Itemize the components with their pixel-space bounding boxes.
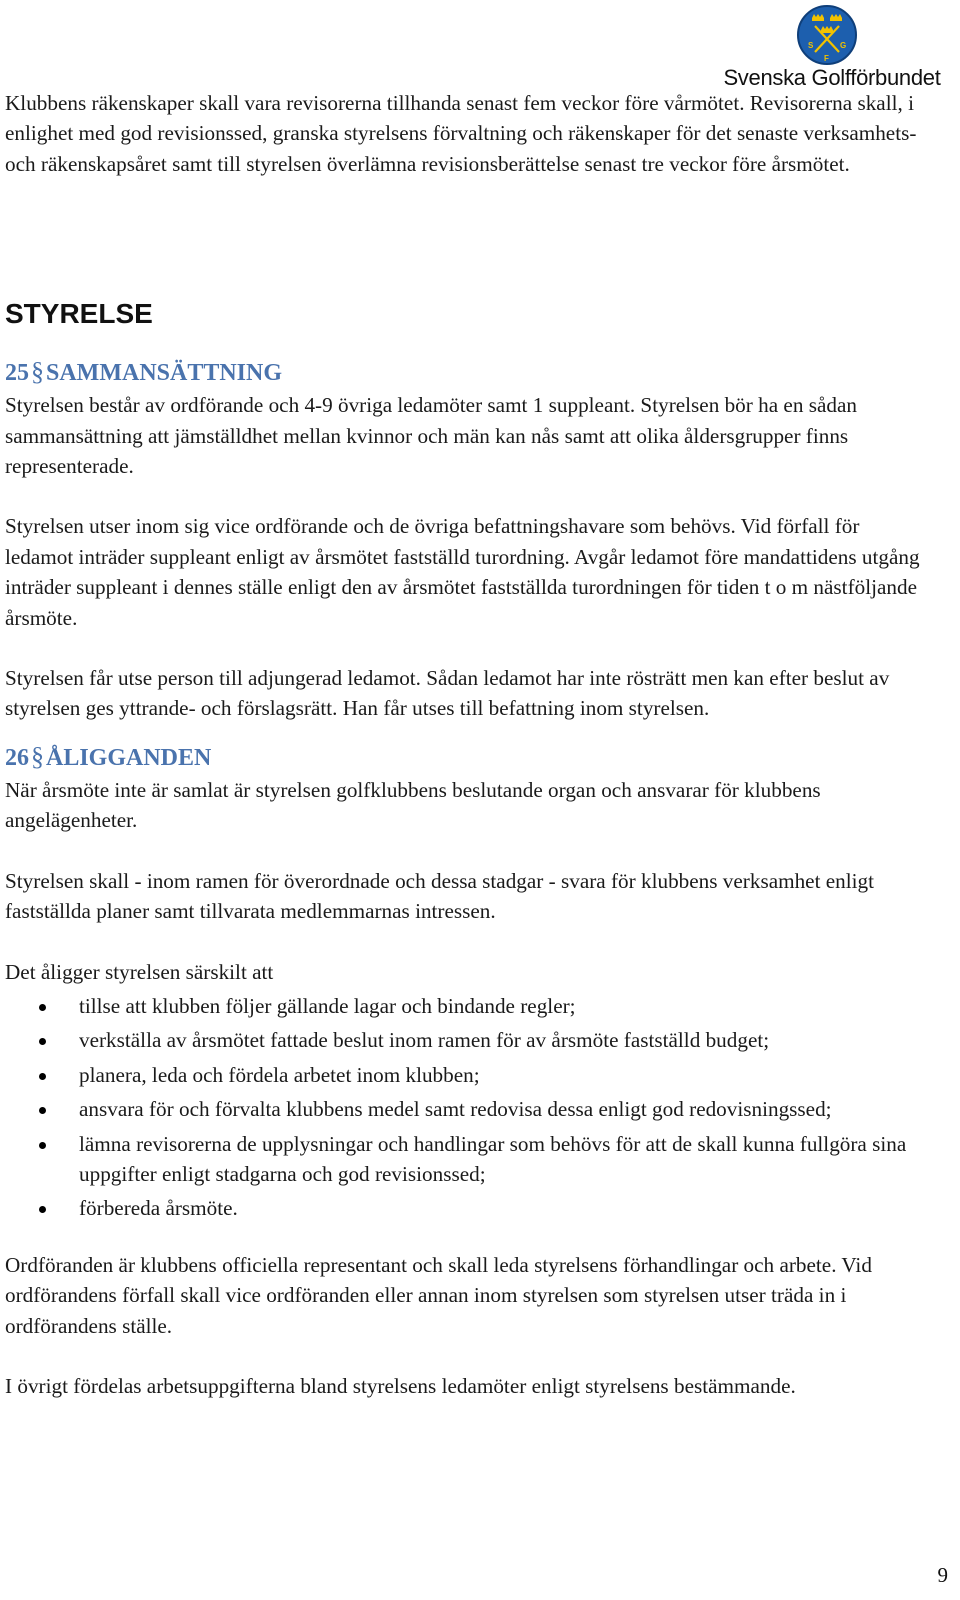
golf-federation-emblem-icon	[796, 4, 858, 66]
section-26-title: 26§ÅLIGGANDEN	[5, 741, 212, 771]
paragraph: Styrelsen får utse person till adjungerad ledamot. Sådan ledamot har inte rösträtt men kan efter beslut av styrelsen ges yttrande- och förslagsrätt. Han får utses till befattning inom styrelsen.	[5, 666, 890, 721]
svenska-golfforbundet-logo	[712, 4, 952, 92]
list-item: verkställa av årsmötet fattade beslut inom ramen för av årsmöte fastställd budget;	[5, 1025, 930, 1055]
paragraph: Styrelsen består av ordförande och 4-9 övriga ledamöter samt 1 suppleant. Styrelsen bör ha en sådan sammansättning att jämställdhet mellan kvinnor och män kan nås samt att olika åldersgrupper finns representerade.	[5, 393, 857, 479]
paragraph: Styrelsen utser inom sig vice ordförande och de övriga befattningshavare som behövs. Vid förfall för ledamot inträder suppleant enligt av årsmötet fastställd turordning. Avgår ledamot före mandattidens utgång inträder suppleant i dennes ställe enligt den av årsmötet fastställda turordningen för tiden t o m nästföljande årsmöte.	[5, 514, 920, 630]
document-body	[5, 88, 930, 1401]
paragraph: I övrigt fördelas arbetsuppgifterna bland styrelsens ledamöter enligt styrelsens bestämmande.	[5, 1373, 796, 1398]
bullet-icon	[39, 1038, 46, 1045]
list-intro: Det åligger styrelsen särskilt att	[5, 959, 274, 984]
list-item: förbereda årsmöte.	[5, 1193, 930, 1223]
svg-text:G: G	[840, 41, 847, 50]
logo-wordmark: Svenska Golfförbundet	[723, 65, 941, 90]
duties-list	[5, 991, 930, 1224]
list-item: lämna revisorerna de upplysningar och handlingar som behövs för att de skall kunna fullgöra sina uppgifter enligt stadgarna och god revisionssed;	[5, 1129, 930, 1190]
bullet-icon	[39, 1142, 46, 1149]
list-item: planera, leda och fördela arbetet inom klubben;	[5, 1060, 930, 1090]
list-item: tillse att klubben följer gällande lagar och bindande regler;	[5, 991, 930, 1021]
bullet-icon	[39, 1206, 46, 1213]
list-item: ansvara för och förvalta klubbens medel samt redovisa dessa enligt god redovisningssed;	[5, 1094, 930, 1124]
page-number: 9	[937, 1563, 948, 1587]
bullet-icon	[39, 1004, 46, 1011]
section-heading-styrelse: STYRELSE	[5, 298, 153, 330]
intro-paragraph: Klubbens räkenskaper skall vara revisorerna tillhanda senast fem veckor före vårmötet. Revisorerna skall, i enlighet med god revisionssed, granska styrelsens förvaltning och räkenskaper för det senaste verksamhets- och räkenskapsåret samt till styrelsen överlämna revisionsberättelse senast tre veckor före årsmötet.	[5, 91, 917, 176]
paragraph: När årsmöte inte är samlat är styrelsen golfklubbens beslutande organ och ansvarar för klubbens angelägenheter.	[5, 777, 821, 833]
paragraph: Styrelsen skall - inom ramen för överordnade och dessa stadgar - svara för klubbens verksamhet enligt fastställda planer samt tillvarata medlemmarnas intressen.	[5, 868, 875, 924]
svg-text:F: F	[824, 54, 829, 63]
paragraph: Ordföranden är klubbens officiella representant och skall leda styrelsens förhandlingar och arbete. Vid ordförandens förfall skall vice ordföranden eller annan inom styrelsen som styrelsen utser träda in i ordförandens ställe.	[5, 1252, 872, 1338]
section-25-title: 25§SAMMANSÄTTNING	[5, 357, 283, 387]
bullet-icon	[39, 1107, 46, 1114]
svg-text:S: S	[808, 41, 814, 50]
bullet-icon	[39, 1073, 46, 1080]
